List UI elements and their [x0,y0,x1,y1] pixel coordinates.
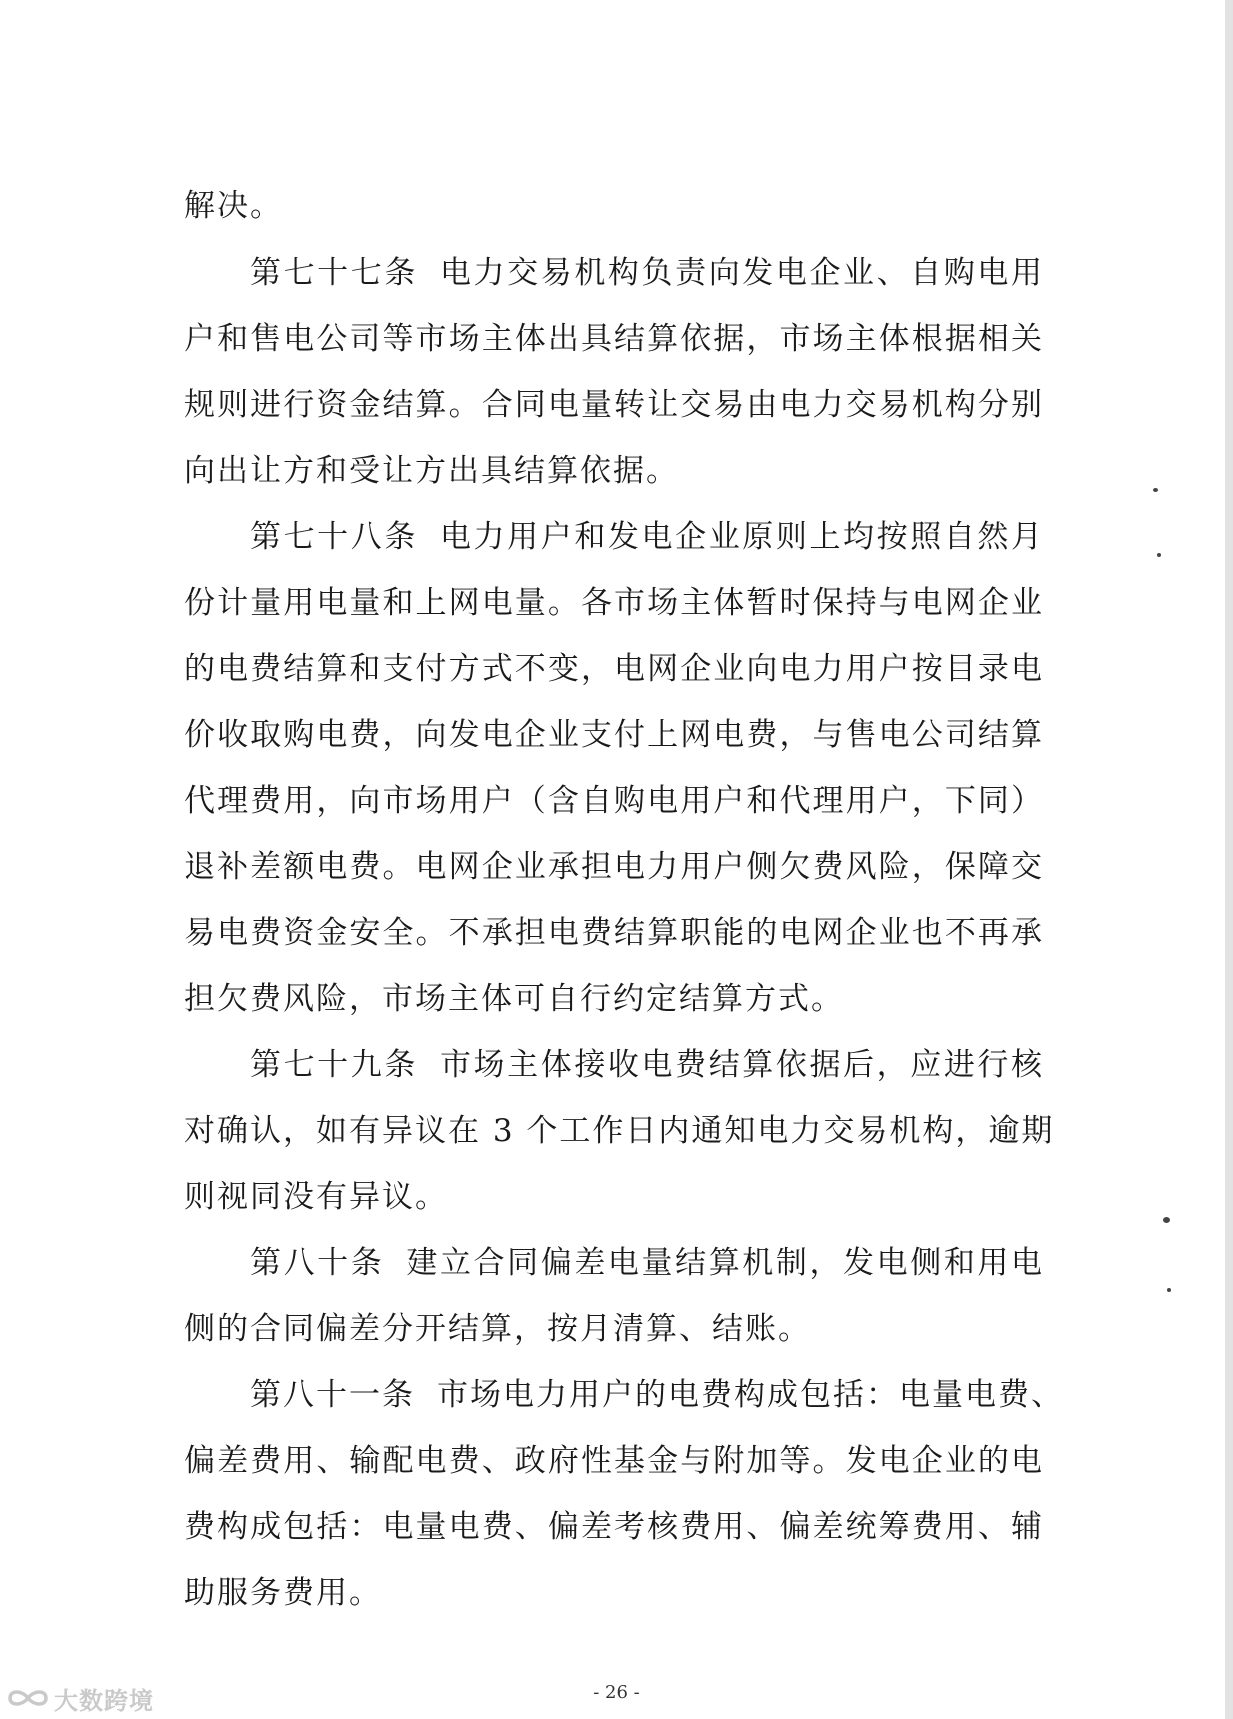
article-77-text: 电力交易机构负责向发电企业、自购电用 [439,255,1045,291]
paragraph-line: 侧的合同偏差分开结算，按月清算、结账。 [184,1311,811,1347]
article-81-heading: 第八十一条 [250,1377,415,1413]
paragraph-line: 价收取购电费，向发电企业支付上网电费，与售电公司结算 [184,717,1044,753]
article-78-text: 电力用户和发电企业原则上均按照自然月 [439,519,1045,555]
article-80-heading: 第八十条 [250,1245,385,1281]
article-77-heading: 第七十七条 [250,255,418,291]
paragraph-line: 易电费资金安全。不承担电费结算职能的电网企业也不再承 [184,915,1044,951]
paragraph-line: 向出让方和受让方出具结算依据。 [184,453,679,489]
paragraph-line: 解决。 [184,188,283,224]
watermark-text: 大数跨境 [54,1686,154,1715]
article-77-first-line [250,253,1044,293]
paragraph-line: 费构成包括：电量电费、偏差考核费用、偏差统筹费用、辅 [184,1509,1044,1545]
paragraph-line: 偏差费用、输配电费、政府性基金与附加等。发电企业的电 [184,1443,1044,1479]
infinity-logo-icon [6,1685,50,1711]
page-number: - 26 - [593,1682,640,1703]
paragraph-line: 户和售电公司等市场主体出具结算依据，市场主体根据相关 [184,321,1044,357]
article-79-first-line [250,1045,1044,1085]
paragraph-line: 规则进行资金结算。合同电量转让交易由电力交易机构分别 [184,387,1044,423]
scan-speck [1153,488,1158,492]
scan-speck [1163,1217,1170,1223]
paragraph-line: 担欠费风险，市场主体可自行约定结算方式。 [184,981,844,1017]
article-80-text: 建立合同偏差电量结算机制，发电侧和用电 [406,1245,1045,1281]
paragraph-line: 对确认，如有异议在 3 个工作日内通知电力交易机构，逾期 [184,1113,1055,1149]
article-81-first-line [250,1375,1064,1415]
article-78-first-line [250,517,1044,557]
scan-speck [1157,553,1161,557]
paragraph-line: 助服务费用。 [184,1575,382,1611]
article-81-text: 市场电力用户的电费构成包括：电量电费、 [437,1377,1064,1413]
article-79-heading: 第七十九条 [250,1047,418,1083]
article-78-heading: 第七十八条 [250,519,418,555]
article-80-first-line [250,1243,1044,1283]
paragraph-line: 代理费用，向市场用户（含自购电用户和代理用户，下同） [184,783,1044,819]
article-79-text: 市场主体接收电费结算依据后，应进行核 [439,1047,1045,1083]
paragraph-line: 退补差额电费。电网企业承担电力用户侧欠费风险，保障交 [184,849,1044,885]
paragraph-line: 的电费结算和支付方式不变，电网企业向电力用户按目录电 [184,651,1044,687]
scan-speck [1167,1288,1171,1292]
paragraph-line: 份计量用电量和上网电量。各市场主体暂时保持与电网企业 [184,585,1044,621]
watermark [6,1683,154,1713]
paragraph-line: 则视同没有异议。 [184,1179,448,1215]
